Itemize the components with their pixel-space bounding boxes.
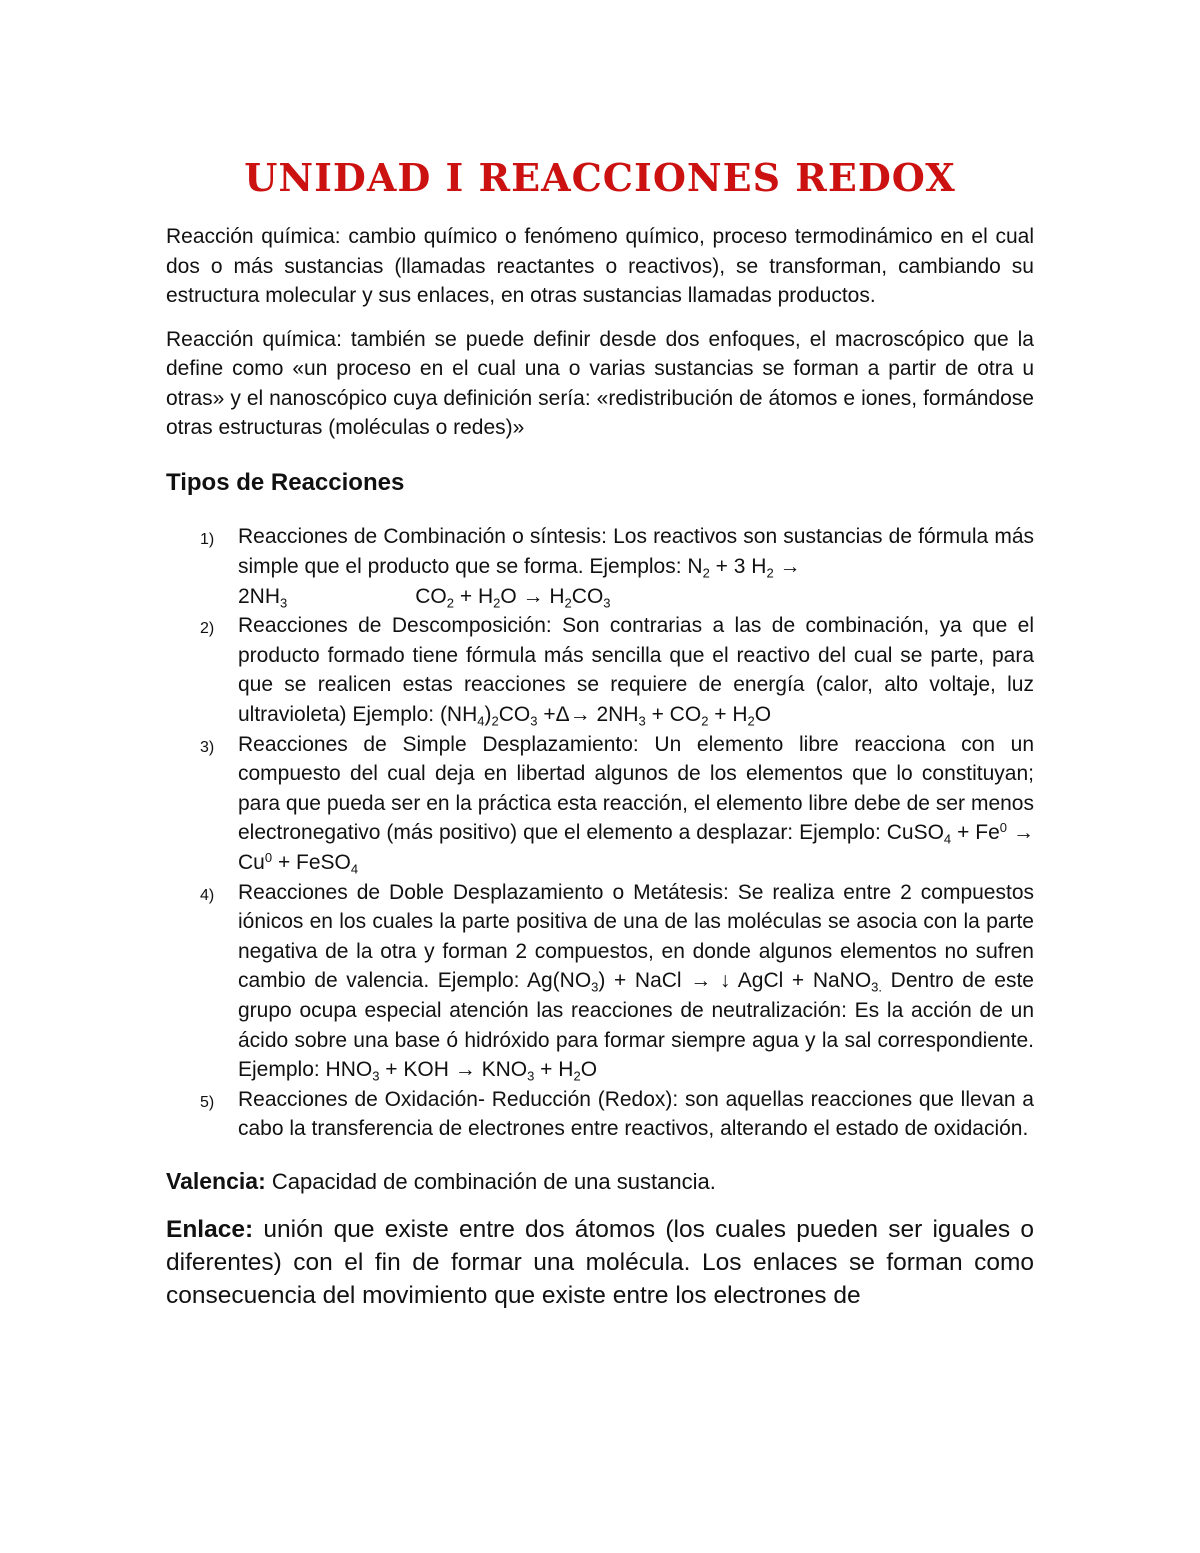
list-item-redox	[166, 1085, 1034, 1144]
page-title: UNIDAD I REACCIONES REDOX	[244, 155, 956, 200]
valencia-text: Capacidad de combinación de una sustancia.	[271, 1168, 716, 1194]
intro-paragraph-1: Reacción química: cambio químico o fenómeno químico, proceso termodinámico en el cual dos o más sustancias (llamadas reactantes o reactivos), se transforman, cambiando su estructura molecular y sus enlaces, en otras sustancias llamadas productos.	[166, 225, 1034, 307]
list-item-doble-desplazamiento	[166, 878, 1034, 1085]
example-formula: $N_2 + 3$ $H_2$ → $2NH_3$	[238, 555, 801, 611]
list-item-combinacion	[166, 522, 1034, 611]
item-text-neutralizacion: Dentro de este grupo ocupa especial atención las reacciones de neutralización: Es la acción de un ácido sobre una base ó hidróxido para formar siempre agua y la sal correspondiente. Ejemplo:	[238, 969, 1034, 1082]
list-number: 2)	[200, 620, 215, 638]
enlace-term: Enlace:	[166, 1215, 254, 1243]
item-text: Reacciones de Doble Desplazamiento o Metátesis: Se realiza entre 2 compuestos iónicos en los cuales la parte positiva de una de las moléculas se asocia con la parte negativa de la otra y forman 2 compuestos, en donde algunos elementos no sufren cambio de valencia. Ejemplo:	[238, 880, 1034, 993]
item-text: Reacciones de Simple Desplazamiento: Un elemento libre reacciona con un compuesto del cual deja en libertad algunos de los elementos que lo constituyan; para que pueda ser en la práctica esta reacción, el elemento libre debe de ser menos electronegativo (más positivo) que el elemento a desplazar: Ejemplo:	[238, 732, 1034, 845]
example-formula: $CO_2 + H_2O \to H_2CO_3$	[415, 584, 611, 611]
valencia-definition	[166, 1166, 1034, 1197]
valencia-term: Valencia:	[166, 1167, 266, 1194]
example-formula: $HNO_3$ + KOH → $KNO_3 + H_2O$	[325, 1058, 598, 1084]
list-number: 1)	[200, 531, 215, 549]
example-formula: $Ag(NO_3)$ + NaCl → ↓ AgCl + NaNO$_{3.}$	[526, 969, 883, 995]
document-body	[166, 222, 1034, 1312]
list-number: 5)	[200, 1093, 215, 1111]
item-text: Reacciones de Descomposición: Son contrarias a las de combinación, ya que el producto formado tiene fórmula más sencilla que el reactivo del cual se parte, para que se realicen estas reacciones se requiere de energía (calor, alto voltaje, luz ultravioleta) Ejemplo:	[238, 614, 1034, 726]
list-number: 3)	[200, 738, 215, 756]
list-number: 4)	[200, 886, 215, 904]
list-item-simple-desplazamiento	[166, 730, 1034, 878]
intro-paragraph-2: Reacción química: también se puede definir desde dos enfoques, el macroscópico que la define como «un proceso en el cual una o varias sustancias se forman a partir de otra u otras» y el nanoscópico cuya definición sería: «redistribución de átomos e iones, formándose otras estructuras (moléculas o redes)»	[166, 327, 1034, 439]
item-text: Reacciones de Combinación o síntesis: Los reactivos son sustancias de fórmula más simple que el producto que se forma. Ejemplos:	[238, 525, 1034, 578]
enlace-definition	[166, 1213, 1034, 1312]
reaction-types-list	[166, 522, 1034, 1143]
example-formula: CuSO$_4$ + $Fe^0 \to Cu^0$ + FeSO$_4$	[238, 820, 1034, 877]
enlace-text: unión que existe entre dos átomos (los cuales pueden ser iguales o diferentes) con el fin de formar una molécula. Los enlaces se forman como consecuencia del movimiento que existe entre los electrones de	[166, 1215, 1034, 1309]
item-text: Reacciones de Oxidación- Reducción (Redox): son aquellas reacciones que llevan a cabo la transferencia de electrones entre reactivos, alterando el estado de oxidación.	[238, 1087, 1034, 1141]
list-item-descomposicion	[166, 611, 1034, 729]
example-formula: $(NH_4)_2CO_3 +\Delta\to 2NH_3 + CO_2 + H_2O$	[439, 702, 772, 729]
section-heading: Tipos de Reacciones	[166, 468, 405, 496]
